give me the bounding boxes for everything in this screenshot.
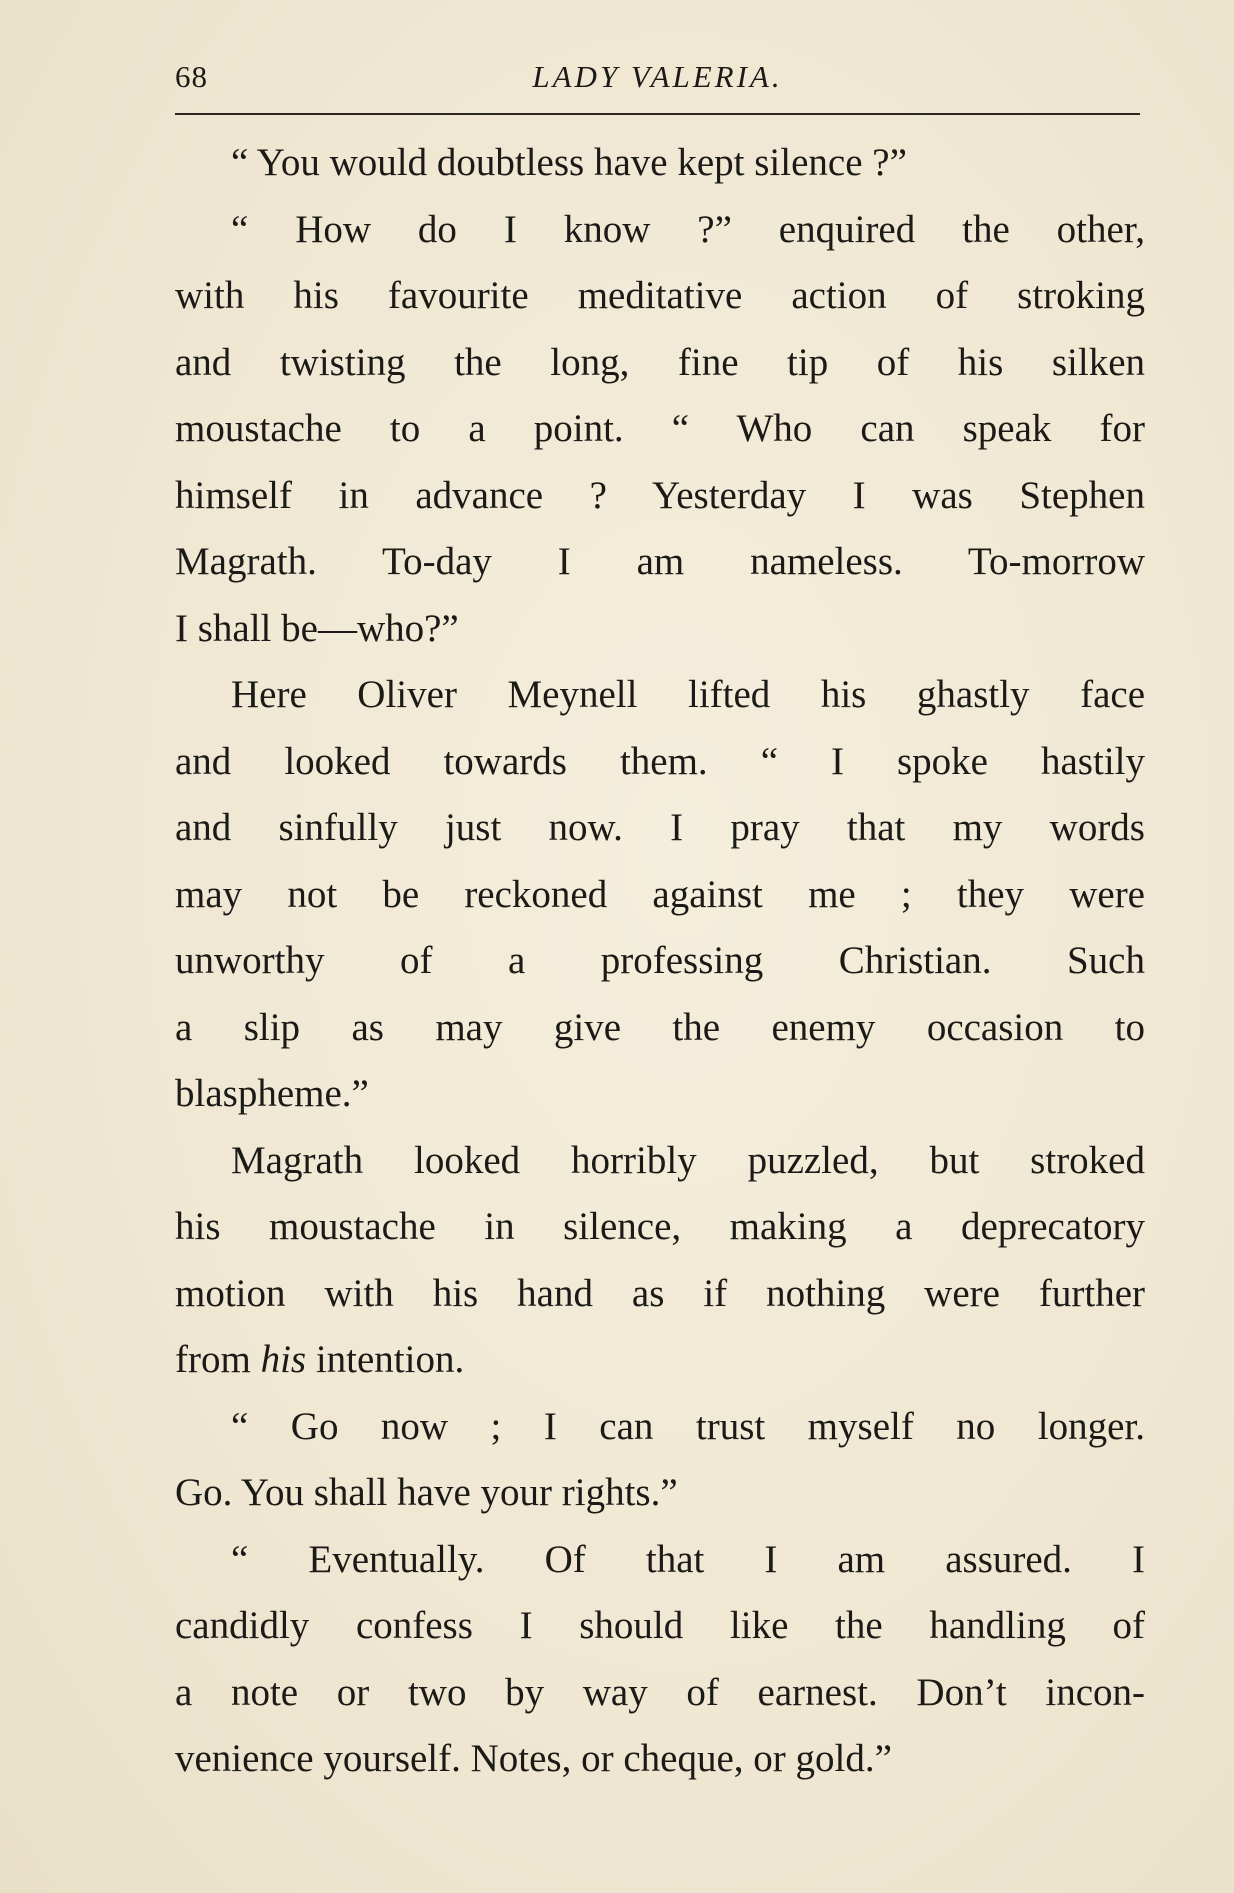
text-line: and sinfully just now. I pray that my words xyxy=(175,806,1145,849)
text-line: Magrath looked horribly puzzled, but stroked xyxy=(231,1138,1145,1182)
text-line: I shall be—who?” xyxy=(175,606,459,650)
text-line: moustache to a point. “ Who can speak for xyxy=(175,407,1145,450)
text-line: and looked towards them. “ I spoke hastily xyxy=(175,739,1145,783)
text-line: with his favourite meditative action of stroking xyxy=(175,274,1145,317)
text-line: venience yourself. Notes, or cheque, or gold.” xyxy=(175,1737,892,1780)
text-line: and twisting the long, fine tip of his silken xyxy=(175,340,1145,384)
text-line: unworthy of a professing Christian. Such xyxy=(175,939,1145,982)
body-text xyxy=(175,130,1145,1793)
italic-emphasis: his xyxy=(260,1338,307,1381)
page-header xyxy=(175,55,1140,99)
text-line: “ Go now ; I can trust myself no longer. xyxy=(231,1404,1145,1448)
text-line: “ How do I know ?” enquired the other, xyxy=(231,207,1145,251)
text-fragment: from xyxy=(175,1338,261,1381)
text-fragment: intention. xyxy=(306,1338,465,1381)
text-line: Magrath. To-day I am nameless. To-morrow xyxy=(175,540,1145,583)
text-line: blaspheme.” xyxy=(175,1072,369,1115)
page-number: 68 xyxy=(175,59,208,94)
text-line: “ Eventually. Of that I am assured. I xyxy=(231,1537,1145,1581)
text-line: a slip as may give the enemy occasion to xyxy=(175,1005,1145,1049)
text-line: his moustache in silence, making a deprecatory xyxy=(175,1205,1145,1248)
text-line: himself in advance ? Yesterday I was Stephen xyxy=(175,473,1145,517)
text-line: candidly confess I should like the handling of xyxy=(175,1604,1145,1647)
text-line xyxy=(175,1327,1145,1394)
text-line: Go. You shall have your rights.” xyxy=(175,1471,678,1514)
text-line: a note or two by way of earnest. Don’t incon- xyxy=(175,1670,1145,1714)
text-line: motion with his hand as if nothing were further xyxy=(175,1271,1145,1315)
text-line: may not be reckoned against me ; they were xyxy=(175,872,1145,916)
header-rule xyxy=(175,113,1140,115)
text-line: “ You would doubtless have kept silence ?” xyxy=(231,141,907,184)
text-line: Here Oliver Meynell lifted his ghastly face xyxy=(231,673,1145,716)
running-title: LADY VALERIA. xyxy=(532,59,783,94)
